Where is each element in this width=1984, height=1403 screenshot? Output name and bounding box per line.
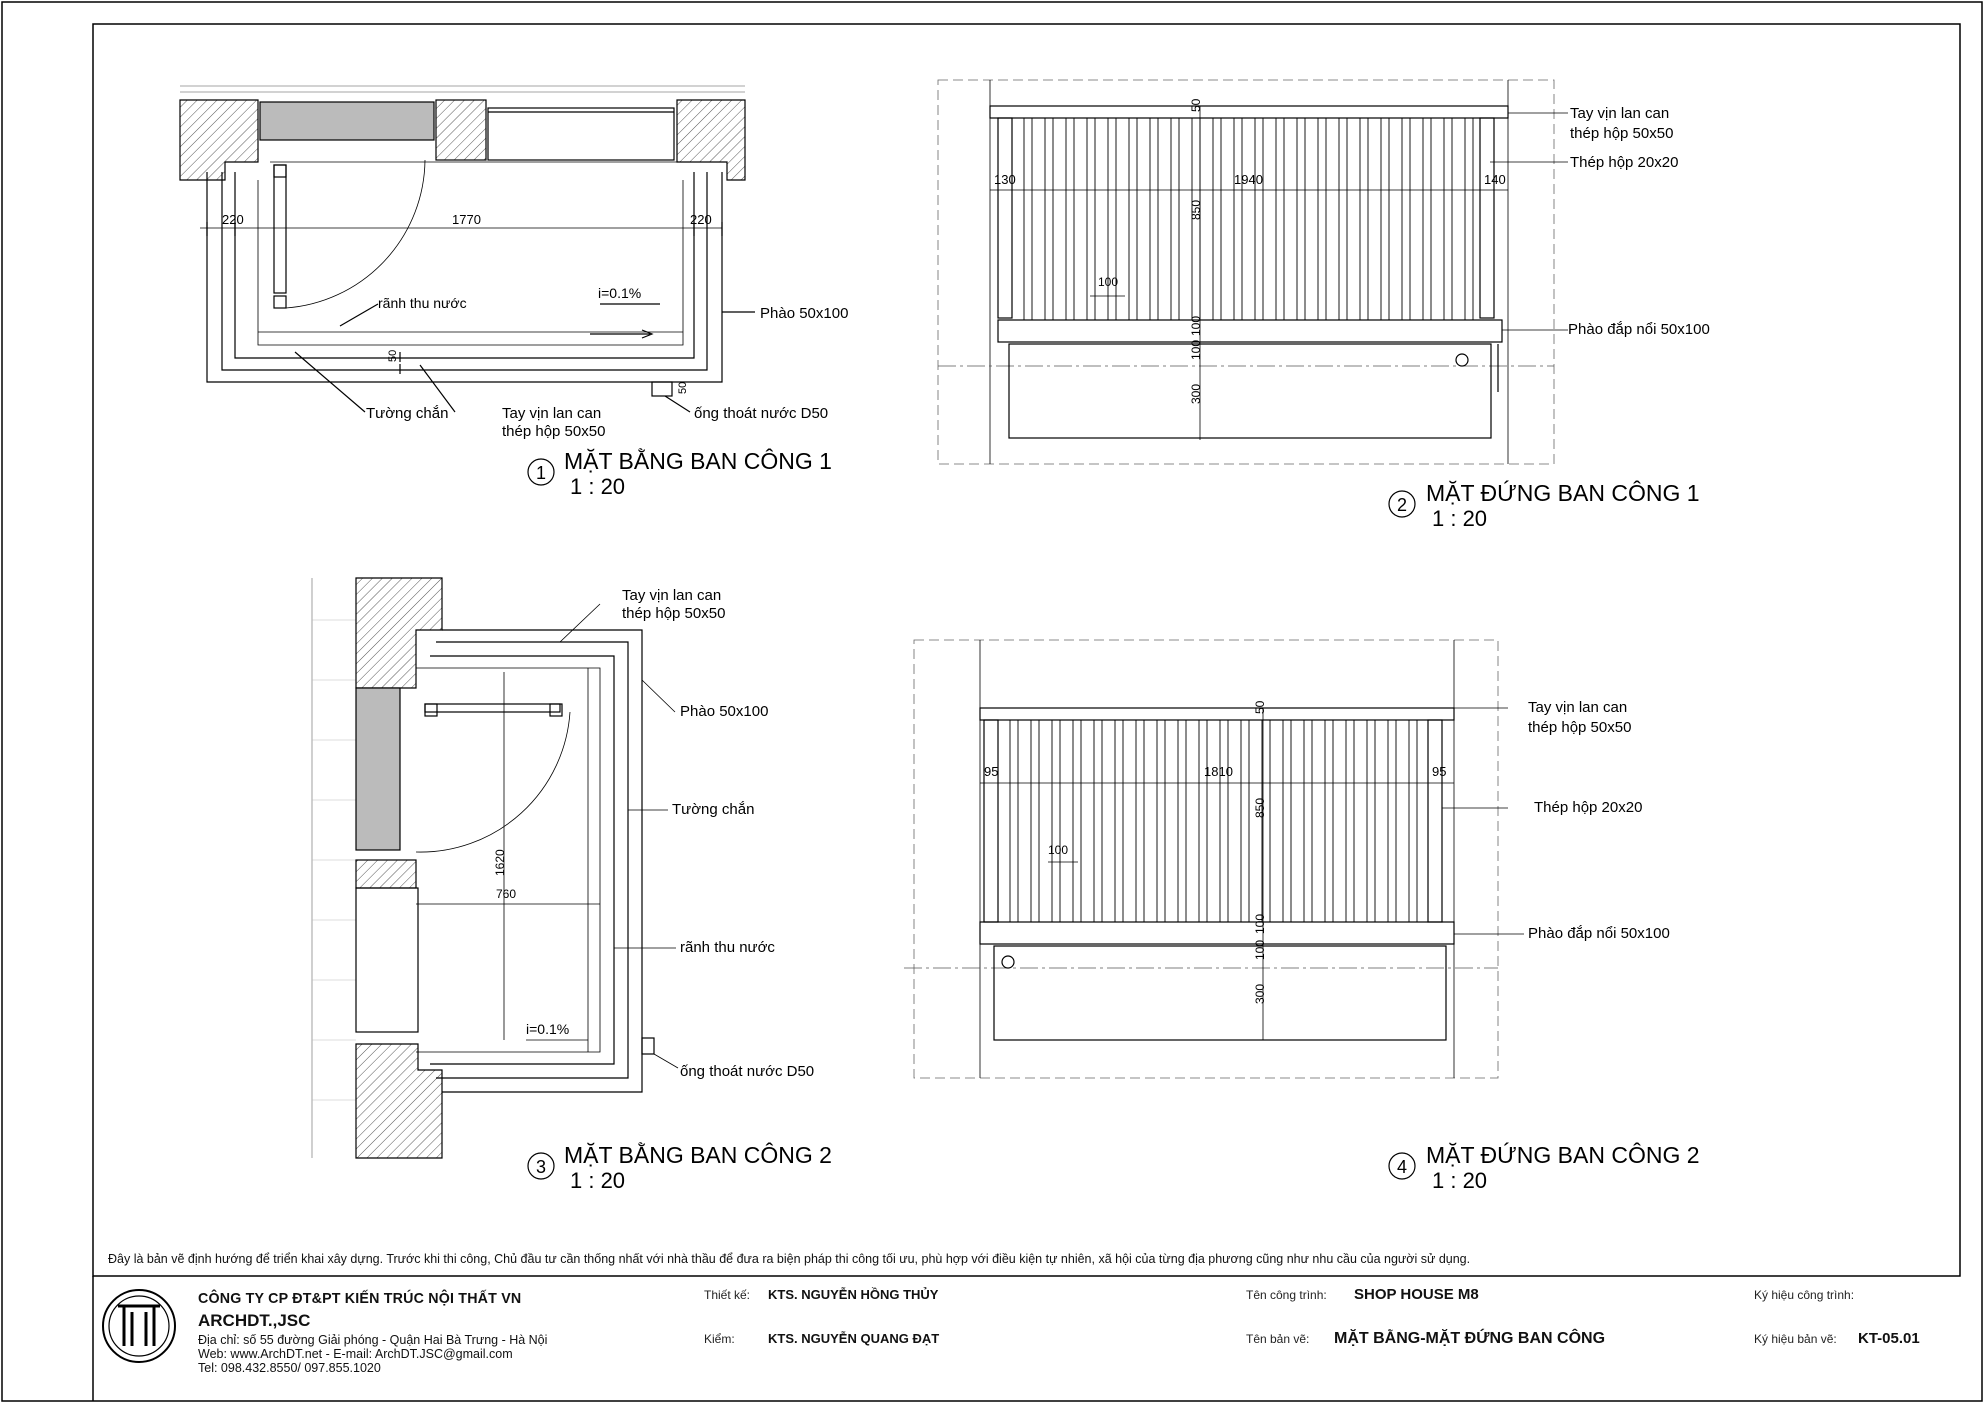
elevation-balcony-2 [904,640,1524,1078]
elevation-balcony-1-text [994,98,1710,404]
baluster [1402,118,1410,320]
dim-height: 850 [1189,199,1203,220]
baluster [1255,118,1263,320]
baluster [1381,118,1389,320]
plan-balcony-2-text [493,587,814,1080]
baluster [1094,720,1102,922]
dim-pipe: 50 [677,381,689,394]
outer-frame [2,2,1982,1401]
construction-note: Đây là bản vẽ định hướng để triển khai xây dựng. Trước khi thi công, Chủ đầu tư cần thống nhất với nhà thầu để đưa ra biện pháp thi công tối ưu, phù hợp với điều kiện tự nhiên, xã hội của từng địa phương cũng như nhu cầu của người sử dụng. [108,1252,1471,1266]
baluster [1220,720,1228,922]
view-title-3 [528,1141,832,1193]
baluster [1465,118,1473,320]
dim-right: 95 [1432,764,1447,779]
baluster [1283,720,1291,922]
checker-label: Kiểm: [704,1332,735,1346]
baluster [1367,720,1375,922]
label-gutter: rãnh thu nước [680,939,775,956]
baluster [1108,118,1116,320]
dim-left: 220 [222,212,244,227]
drawing-code-label: Ký hiệu bản vẽ: [1754,1332,1837,1346]
dim-band: 100 [1189,315,1203,336]
dim-bar: 100 [1048,843,1069,857]
designer-name: KTS. NGUYỄN HỒNG THỦY [768,1287,939,1302]
baluster [1031,720,1039,922]
company-web: Web: www.ArchDT.net - E-mail: ArchDT.JSC@gmail.com [198,1347,513,1361]
company-tel: Tel: 098.432.8550/ 097.855.1020 [198,1361,381,1375]
dim-height: 850 [1253,797,1267,818]
baluster [1178,720,1186,922]
view-number: 1 [535,463,547,483]
view-scale: 1 : 20 [570,1168,626,1193]
label-wall: Tường chắn [366,405,449,422]
baluster [1066,118,1074,320]
label-rail-2: thép hộp 50x50 [502,423,606,440]
label-drain: ống thoát nước D50 [694,405,829,422]
elevation-balcony-1 [938,80,1568,464]
dim-rail: 50 [387,349,399,362]
drawing-label: Tên bản vẽ: [1246,1332,1310,1346]
baluster [1304,720,1312,922]
designer-label: Thiết kế: [704,1288,751,1302]
baluster [1129,118,1137,320]
label-cornice: Phào 50x100 [760,305,849,322]
dim-width: 1940 [1234,172,1263,187]
dim-left: 95 [984,764,999,779]
baluster [1213,118,1221,320]
label-cornice: Phào 50x100 [680,703,769,720]
checker-name: KTS. NGUYỄN QUANG ĐẠT [768,1331,940,1346]
baluster [1136,720,1144,922]
dim-top: 50 [1253,700,1267,714]
label-gutter: rãnh thu nước [378,295,467,311]
baluster [1276,118,1284,320]
baluster [1409,720,1417,922]
view-number: 4 [1396,1157,1408,1177]
project-name: SHOP HOUSE M8 [1354,1286,1479,1303]
baluster [1171,118,1179,320]
dim-width: 760 [496,887,517,901]
company-logo [103,1290,175,1362]
view-title-4 [1389,1141,1700,1193]
view-title: MẶT ĐỨNG BAN CÔNG 1 [1426,480,1700,506]
company-short-name: ARCHDT.,JSC [198,1311,311,1330]
baluster [1241,720,1249,922]
project-code-label: Ký hiệu công trình: [1754,1288,1855,1302]
elevation-balcony-2-text [984,699,1670,1004]
dim-right: 220 [690,212,712,227]
label-rail-1: Tay vịn lan can [1528,699,1628,716]
baluster [1024,118,1032,320]
dim-base1: 100 [1189,339,1203,360]
label-cornice: Phào đắp nổi 50x100 [1528,925,1670,942]
label-wall: Tường chắn [672,801,755,818]
baluster [1325,720,1333,922]
label-cornice: Phào đắp nổi 50x100 [1568,321,1710,338]
baluster [1234,118,1242,320]
dim-width: 1770 [452,212,481,227]
view-title: MẶT BẰNG BAN CÔNG 2 [564,1142,832,1168]
label-rail-1: Tay vịn lan can [622,587,722,604]
dim-depth: 1620 [493,849,507,876]
baluster [1087,118,1095,320]
baluster [1150,118,1158,320]
label-steel: Thép hộp 20x20 [1534,799,1643,816]
baluster [1346,720,1354,922]
baluster [1052,720,1060,922]
drawing-code: KT-05.01 [1858,1330,1920,1347]
plan-balcony-1-text [222,212,848,440]
label-rail-2: thép hộp 50x50 [1570,125,1674,142]
label-steel: Thép hộp 20x20 [1570,154,1679,171]
baluster [1297,118,1305,320]
label-rail-2: thép hộp 50x50 [1528,719,1632,736]
dim-top: 50 [1189,98,1203,112]
dim-bar: 100 [1098,275,1119,289]
view-title: MẶT BẰNG BAN CÔNG 1 [564,448,832,474]
baluster [1199,720,1207,922]
baluster [1423,118,1431,320]
baluster [1045,118,1053,320]
label-rail-2: thép hộp 50x50 [622,605,726,622]
view-scale: 1 : 20 [570,474,626,499]
plan-balcony-1 [180,86,755,412]
company-name: CÔNG TY CP ĐT&PT KIẾN TRÚC NỘI THẤT VN [198,1290,522,1307]
baluster [1444,118,1452,320]
view-number: 2 [1396,495,1408,515]
label-rail-1: Tay vịn lan can [502,405,602,422]
baluster [1339,118,1347,320]
label-rail-1: Tay vịn lan can [1570,105,1670,122]
view-scale: 1 : 20 [1432,506,1488,531]
project-label: Tên công trình: [1246,1288,1327,1302]
view-title-2 [1389,479,1700,531]
baluster [1318,118,1326,320]
view-title: MẶT ĐỨNG BAN CÔNG 2 [1426,1142,1700,1168]
baluster [1073,720,1081,922]
label-drain: ống thoát nước D50 [680,1063,815,1080]
baluster [1115,720,1123,922]
baluster [1157,720,1165,922]
balusters-elevation-1 [1024,118,1473,320]
company-address: Địa chỉ: số 55 đường Giải phóng - Quận Hai Bà Trưng - Hà Nội [198,1333,548,1347]
dim-band: 100 [1253,913,1267,934]
dim-left: 130 [994,172,1016,187]
baluster [1360,118,1368,320]
view-number: 3 [535,1157,547,1177]
baluster [1388,720,1396,922]
dim-width: 1810 [1204,764,1233,779]
dim-base2: 300 [1189,383,1203,404]
drawing-name: MẶT BẰNG-MẶT ĐỨNG BAN CÔNG [1334,1330,1606,1347]
view-scale: 1 : 20 [1432,1168,1488,1193]
slope-label: i=0.1% [598,285,642,301]
balusters-elevation-2 [1010,720,1417,922]
dim-right: 140 [1484,172,1506,187]
dim-base2: 300 [1253,983,1267,1004]
slope-label: i=0.1% [526,1021,570,1037]
view-title-1 [528,447,832,499]
baluster [1010,720,1018,922]
dim-base1: 100 [1253,939,1267,960]
